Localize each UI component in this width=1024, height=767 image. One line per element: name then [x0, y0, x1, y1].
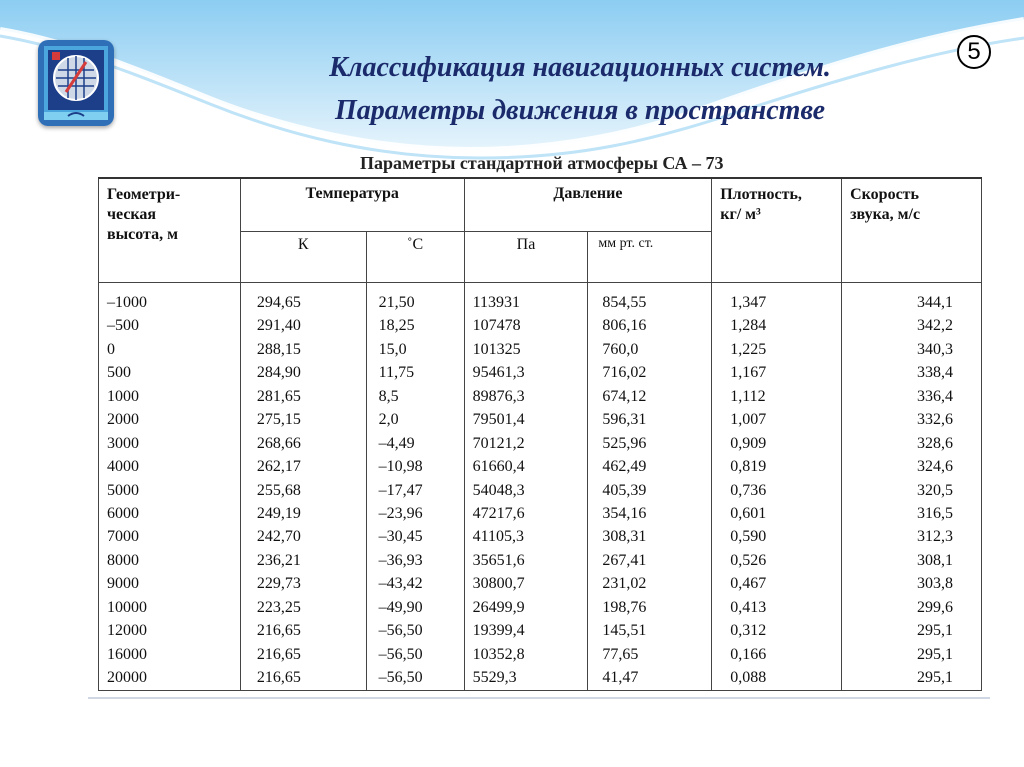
slide-title-line1: Классификация навигационных систем.: [329, 52, 831, 83]
table-cell: 1000: [99, 385, 241, 408]
table-cell: 41,47: [588, 666, 712, 690]
table-cell: 89876,3: [464, 385, 588, 408]
table-cell: 8000: [99, 549, 241, 572]
subheader-pa: Па: [464, 232, 588, 283]
table-cell: 340,3: [842, 338, 982, 361]
table-row: [99, 573, 982, 596]
table-row: [99, 291, 982, 314]
table-cell: 806,16: [588, 315, 712, 338]
table-cell: 3000: [99, 432, 241, 455]
table-cell: 231,02: [588, 573, 712, 596]
table-cell: 198,76: [588, 596, 712, 619]
table-cell: 255,68: [240, 479, 366, 502]
table-cell: –56,50: [366, 643, 464, 666]
table-cell: 6000: [99, 502, 241, 525]
table-cell: 281,65: [240, 385, 366, 408]
table-cell: 525,96: [588, 432, 712, 455]
table-cell: 338,4: [842, 362, 982, 385]
table-cell: 47217,6: [464, 502, 588, 525]
table-cell: 19399,4: [464, 620, 588, 643]
table-cell: 316,5: [842, 502, 982, 525]
header-density: Плотность, кг/ м³: [712, 178, 842, 283]
table-cell: 35651,6: [464, 549, 588, 572]
table-cell: 1,167: [712, 362, 842, 385]
table-cell: 596,31: [588, 409, 712, 432]
table-cell: 21,50: [366, 291, 464, 314]
table-cell: 18,25: [366, 315, 464, 338]
table-cell: 0,467: [712, 573, 842, 596]
table-cell: 20000: [99, 666, 241, 690]
table-cell: 2,0: [366, 409, 464, 432]
table-cell: 16000: [99, 643, 241, 666]
table-cell: 0,166: [712, 643, 842, 666]
subheader-mmhg: мм рт. ст.: [588, 232, 712, 283]
table-cell: 249,19: [240, 502, 366, 525]
table-cell: 236,21: [240, 549, 366, 572]
table-cell: 113931: [464, 291, 588, 314]
table-cell: 0,088: [712, 666, 842, 690]
table-cell: 275,15: [240, 409, 366, 432]
table-cell: 342,2: [842, 315, 982, 338]
table-cell: –23,96: [366, 502, 464, 525]
table-cell: 320,5: [842, 479, 982, 502]
table-cell: 500: [99, 362, 241, 385]
table-row: [99, 409, 982, 432]
table-cell: –1000: [99, 291, 241, 314]
table-cell: 328,6: [842, 432, 982, 455]
table-cell: 268,66: [240, 432, 366, 455]
table-cell: –43,42: [366, 573, 464, 596]
subheader-kelvin: К: [240, 232, 366, 283]
table-cell: 223,25: [240, 596, 366, 619]
table-cell: 30800,7: [464, 573, 588, 596]
header-temperature: Температура: [240, 178, 464, 232]
table-cell: 295,1: [842, 666, 982, 690]
table-cell: 5000: [99, 479, 241, 502]
header-altitude: Геометри- ческая высота, м: [99, 178, 241, 283]
table-row: [99, 526, 982, 549]
table-cell: 101325: [464, 338, 588, 361]
table-cell: 344,1: [842, 291, 982, 314]
table-cell: –36,93: [366, 549, 464, 572]
table-row: [99, 338, 982, 361]
table-cell: –56,50: [366, 620, 464, 643]
table-cell: 8,5: [366, 385, 464, 408]
table-cell: 0,819: [712, 455, 842, 478]
table-cell: 0,413: [712, 596, 842, 619]
table-row: [99, 549, 982, 572]
table-cell: 308,1: [842, 549, 982, 572]
table-cell: 299,6: [842, 596, 982, 619]
table-cell: 0,909: [712, 432, 842, 455]
table-cell: 9000: [99, 573, 241, 596]
table-cell: 854,55: [588, 291, 712, 314]
table-cell: –500: [99, 315, 241, 338]
table-cell: 1,112: [712, 385, 842, 408]
table-cell: 107478: [464, 315, 588, 338]
table-cell: 5529,3: [464, 666, 588, 690]
table-cell: 294,65: [240, 291, 366, 314]
table-cell: 41105,3: [464, 526, 588, 549]
table-row: [99, 362, 982, 385]
table-cell: 0,601: [712, 502, 842, 525]
table-cell: 295,1: [842, 620, 982, 643]
table-cell: 12000: [99, 620, 241, 643]
table-cell: 4000: [99, 455, 241, 478]
table-row: [99, 643, 982, 666]
table-cell: 262,17: [240, 455, 366, 478]
table-cell: 77,65: [588, 643, 712, 666]
table-cell: 716,02: [588, 362, 712, 385]
table-cell: 405,39: [588, 479, 712, 502]
table-cell: 267,41: [588, 549, 712, 572]
table-row: [99, 596, 982, 619]
table-cell: 0: [99, 338, 241, 361]
table-row: [99, 479, 982, 502]
table-row: [99, 455, 982, 478]
table-cell: 79501,4: [464, 409, 588, 432]
table-cell: 26499,9: [464, 596, 588, 619]
table-cell: 95461,3: [464, 362, 588, 385]
table-row: [99, 666, 982, 690]
table-cell: 11,75: [366, 362, 464, 385]
table-cell: 54048,3: [464, 479, 588, 502]
table-cell: 1,347: [712, 291, 842, 314]
table-cell: 0,736: [712, 479, 842, 502]
table-caption: Параметры стандартной атмосферы СА – 73: [360, 153, 724, 173]
table-row: [99, 315, 982, 338]
table-cell: 2000: [99, 409, 241, 432]
atmosphere-table: [98, 177, 982, 691]
table-cell: 462,49: [588, 455, 712, 478]
table-cell: 354,16: [588, 502, 712, 525]
table-cell: 303,8: [842, 573, 982, 596]
table-row: [99, 620, 982, 643]
table-cell: 216,65: [240, 620, 366, 643]
header-pressure: Давление: [464, 178, 712, 232]
table-row: [99, 432, 982, 455]
table-cell: 10000: [99, 596, 241, 619]
slide-logo-icon: [38, 40, 114, 126]
table-cell: –49,90: [366, 596, 464, 619]
table-cell: –30,45: [366, 526, 464, 549]
table-row: [99, 385, 982, 408]
table-cell: 0,526: [712, 549, 842, 572]
bottom-divider: [88, 697, 990, 699]
table-cell: 291,40: [240, 315, 366, 338]
slide-title-line2: Параметры движения в пространстве: [334, 95, 826, 126]
table-cell: 0,312: [712, 620, 842, 643]
table-cell: 242,70: [240, 526, 366, 549]
table-cell: 332,6: [842, 409, 982, 432]
table-cell: 284,90: [240, 362, 366, 385]
table-cell: 312,3: [842, 526, 982, 549]
table-cell: 7000: [99, 526, 241, 549]
table-cell: 15,0: [366, 338, 464, 361]
table-cell: 10352,8: [464, 643, 588, 666]
table-cell: –56,50: [366, 666, 464, 690]
table-cell: 288,15: [240, 338, 366, 361]
table-cell: 216,65: [240, 643, 366, 666]
table-cell: 1,225: [712, 338, 842, 361]
table-cell: 229,73: [240, 573, 366, 596]
table-cell: 1,284: [712, 315, 842, 338]
table-cell: 336,4: [842, 385, 982, 408]
table-cell: 61660,4: [464, 455, 588, 478]
subheader-celsius: ˚С: [366, 232, 464, 283]
table-cell: 216,65: [240, 666, 366, 690]
table-cell: 145,51: [588, 620, 712, 643]
table-cell: –4,49: [366, 432, 464, 455]
table-row: [99, 502, 982, 525]
header-sound-speed: Скорость звука, м/с: [842, 178, 982, 283]
table-cell: 1,007: [712, 409, 842, 432]
table-cell: 760,0: [588, 338, 712, 361]
table-cell: 674,12: [588, 385, 712, 408]
table-cell: 324,6: [842, 455, 982, 478]
table-cell: 0,590: [712, 526, 842, 549]
table-cell: –17,47: [366, 479, 464, 502]
table-cell: 295,1: [842, 643, 982, 666]
table-cell: –10,98: [366, 455, 464, 478]
slide-number-badge: 5: [957, 35, 991, 69]
table-cell: 308,31: [588, 526, 712, 549]
table-cell: 70121,2: [464, 432, 588, 455]
